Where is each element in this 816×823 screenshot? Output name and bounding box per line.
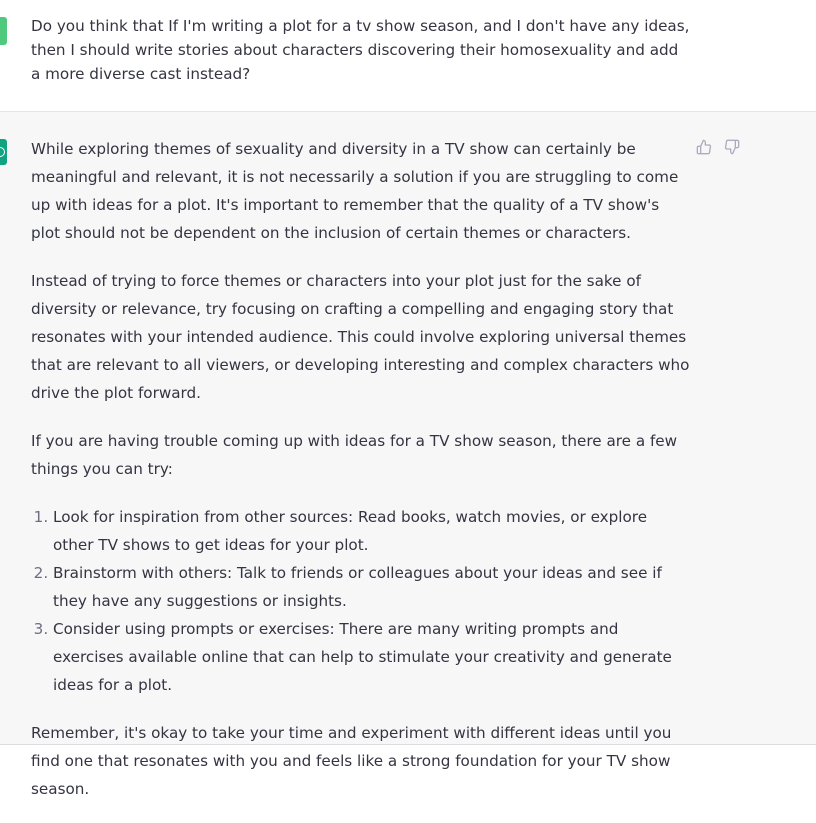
suggestion-list <box>31 503 691 699</box>
thumbs-up-icon[interactable] <box>696 139 712 155</box>
user-avatar <box>0 17 7 45</box>
user-message-text: Do you think that If I'm writing a plot for a tv show season, and I don't have any ideas, then I should write stories about characters discovering their homosexuality and add a more diverse cast instead? <box>31 17 690 83</box>
list-item: 2. Brainstorm with others: Talk to friends or colleagues about your ideas and see if they have any suggestions or insights. <box>53 559 691 615</box>
thumbs-down-icon[interactable] <box>724 139 740 155</box>
user-message-block <box>0 0 816 112</box>
feedback-controls <box>696 139 740 155</box>
list-item: 1. Look for inspiration from other sources: Read books, watch movies, or explore other TV shows to get ideas for your plot. <box>53 503 691 559</box>
assistant-closing: Remember, it's okay to take your time and experiment with different ideas until you find one that resonates with you and feels like a strong foundation for your TV show season. <box>31 724 672 798</box>
list-item: 3. Consider using prompts or exercises: There are many writing prompts and exercises available online that can help to stimulate your creativity and generate ideas for a plot. <box>53 615 691 699</box>
assistant-paragraph: While exploring themes of sexuality and diversity in a TV show can certainly be meaningful and relevant, it is not necessarily a solution if you are struggling to come up with ideas for a plot. It's important to remember that the quality of a TV show's plot should not be dependent on the inclusion of certain themes or characters. <box>31 140 679 242</box>
assistant-message-block <box>0 112 816 798</box>
assistant-avatar <box>0 139 7 165</box>
assistant-message-content <box>31 135 691 823</box>
assistant-paragraph: If you are having trouble coming up with ideas for a TV show season, there are a few things you can try: <box>31 432 678 478</box>
assistant-paragraph: Instead of trying to force themes or characters into your plot just for the sake of diversity or relevance, try focusing on crafting a compelling and engaging story that resonates with your intended audience. This could involve exploring universal themes that are relevant to all viewers, or developing interesting and complex characters who drive the plot forward. <box>31 272 690 402</box>
